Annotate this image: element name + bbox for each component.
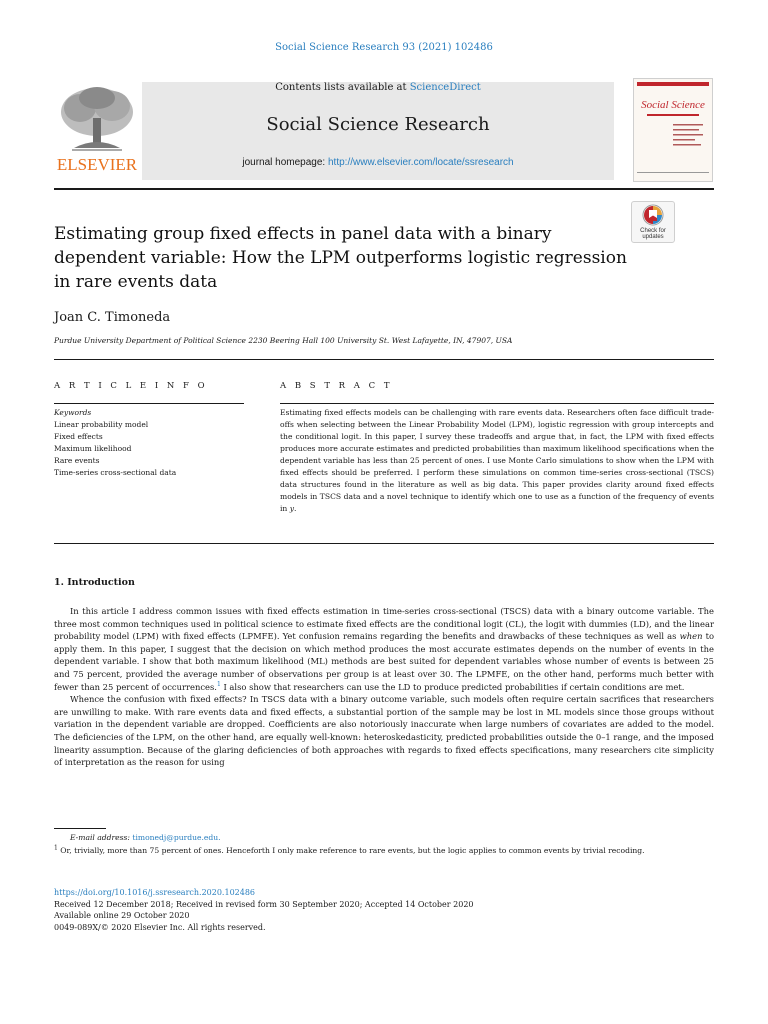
keyword-item: Maximum likelihood: [54, 444, 132, 453]
paragraph: Whence the confusion with fixed effects? In TSCS data with a binary outcome variable, such models often require certain sacrifices that researchers are unwilling to make. With rare events data and fixed effects, a substantial portion of the sample may be lost in ML models since those groups without variation in the dependent variable are dropped. Coefficients are also notoriously inaccurate when large numbers of covariates are added to the model. The deficiencies of the LPM, on the other hand, are equally well-known: heteroskedasticity, predicted probabilities outside the 0–1 range, and the imposed linearity assumption. Because of the glaring deficiencies of both approaches with regards to fixed effects specifications, many researchers cite simplicity of interpretation as the reason for using: [54, 694, 714, 768]
keyword-item: Linear probability model: [54, 420, 149, 429]
publication-info: [54, 887, 474, 933]
homepage-link[interactable]: http://www.elsevier.com/locate/ssresearch: [327, 157, 514, 168]
check-updates-icon: [632, 202, 674, 228]
abstract-text: [280, 407, 714, 515]
footnote-text: Or, trivially, more than 75 percent of ones. Henceforth I only make reference to rare events, but the logic applies to common events by trivial recoding.: [60, 846, 645, 855]
title-divider: [54, 359, 714, 360]
title-line-2: dependent variable: How the LPM outperforms logistic regression: [54, 248, 627, 268]
check-for-updates-button[interactable]: [631, 201, 675, 243]
contents-prefix: Contents lists available at: [275, 82, 410, 93]
email-label: E-mail address:: [70, 833, 130, 842]
abstract-divider: [280, 403, 714, 404]
keywords-list: [54, 407, 254, 479]
journal-title: Social Science Research: [266, 114, 490, 135]
keywords-label: Keywords: [54, 408, 92, 417]
email-link[interactable]: timonedj@purdue.edu.: [132, 833, 221, 842]
abstract-variable: y: [289, 504, 295, 513]
abstract-heading: A B S T R A C T: [280, 381, 393, 391]
header-divider: [54, 188, 714, 190]
article-info-divider: [54, 403, 244, 404]
journal-reference[interactable]: Social Science Research 93 (2021) 102486: [275, 42, 493, 53]
received-dates: Received 12 December 2018; Received in revised form 30 September 2020; Accepted 14 October 2020: [54, 899, 474, 909]
title-line-1: Estimating group fixed effects in panel data with a binary: [54, 224, 552, 244]
online-date: Available online 29 October 2020: [54, 911, 190, 921]
body-text: [54, 605, 714, 769]
doi-link[interactable]: https://doi.org/10.1016/j.ssresearch.2020.102486: [54, 888, 256, 897]
elsevier-logo[interactable]: [54, 84, 140, 176]
footnote-1: [54, 845, 714, 857]
check-updates-label: Check for updates: [640, 228, 666, 240]
keyword-item: Fixed effects: [54, 432, 103, 441]
title-line-3: in rare events data: [54, 272, 218, 292]
footnote-divider: [54, 828, 106, 829]
paper-title: [54, 222, 634, 294]
author-affiliation: Purdue University Department of Political Science 2230 Beering Hall 100 University St. West Lafayette, IN, 47907, USA: [54, 336, 513, 345]
copyright-notice: 0049-089X/© 2020 Elsevier Inc. All rights reserved.: [54, 922, 266, 932]
contents-availability: [142, 82, 614, 93]
footnote-ref-1[interactable]: 1: [216, 680, 221, 688]
abstract-end: .: [294, 504, 297, 513]
article-info-heading: A R T I C L E I N F O: [54, 381, 208, 391]
cover-title: Social Science: [641, 99, 705, 111]
author-name[interactable]: Joan C. Timoneda: [54, 310, 171, 325]
journal-homepage: [142, 157, 614, 168]
abstract-body: Estimating fixed effects models can be challenging with rare events data. Researchers often face difficult trade-offs when selecting between the Linear Probability Model (LPM), logistic regression with group intercepts and the conditional logit. In this paper, I survey these tradeoffs and argue that, in fact, the LPM with fixed effects produces more accurate estimates and predicted probabilities than maximum likelihood specifications when the dependent variable has less than 25 percent of ones. I use Monte Carlo simulations to show when the LPM with fixed effects should be preferred. I perform these simulations on common time-series cross-sectional (TSCS) data structures found in the literature as well as big data. This paper provides clarity around fixed effects models in TSCS data and a novel technique to identify which one to use as a function of the frequency of events in: [280, 408, 714, 513]
abstract-bottom-divider: [54, 543, 714, 544]
footnote-mark: 1: [54, 844, 58, 852]
paragraph: In this article I address common issues with fixed effects estimation in time-series cross-sectional (TSCS) data with a binary outcome variable. The three most common techniques used in political science to estimate fixed effects are the conditional logit (CL), the logit with dummies (LD), and the linear probability model (LPM) with fixed effects (LPMFE). Yet confusion remains regarding the benefits and drawbacks of these techniques as well as when to apply them. In this paper, I suggest that the decision on which method produces the most accurate estimates depends on the number of events in the dependent variable. I show that both maximum likelihood (ML) methods are best suited for dependent variables whose number of events is between 25 and 75 percent, provided the average number of observations per group is at least over 30. The LPMFE, on the other hand, performs much better with fewer than 25 percent of occurrences.$^1$ I also show that researchers can use the LD to produce predicted probabilities if certain conditions are met.: [54, 606, 714, 692]
keyword-item: Time-series cross-sectional data: [54, 468, 177, 477]
sciencedirect-link[interactable]: ScienceDirect: [409, 82, 481, 93]
keyword-item: Rare events: [54, 456, 100, 465]
section-heading-introduction: 1. Introduction: [54, 577, 135, 588]
elsevier-wordmark: ELSEVIER: [56, 155, 138, 174]
homepage-prefix: journal homepage:: [242, 157, 328, 168]
author-email: [70, 833, 221, 842]
journal-cover-thumbnail[interactable]: [633, 78, 713, 182]
